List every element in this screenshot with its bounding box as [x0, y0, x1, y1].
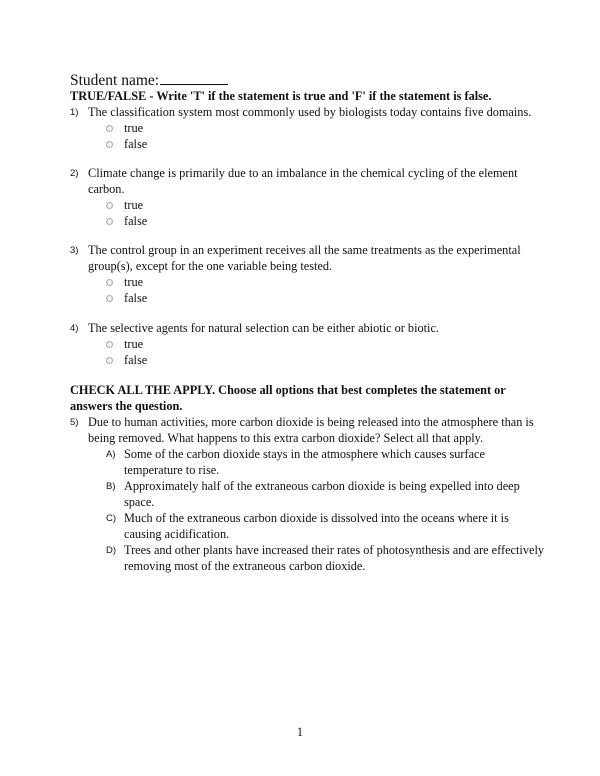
- page-number: 1: [296, 725, 304, 739]
- question-number: 5): [70, 417, 79, 428]
- option-label: false: [124, 291, 148, 305]
- question-text: The control group in an experiment receives all the same treatments as the experimental group(s), except for the one variable being tested.: [88, 243, 521, 273]
- choice-text: Some of the carbon dioxide stays in the atmosphere which causes surface temperature to rise.: [124, 447, 485, 477]
- question-number: 4): [70, 323, 79, 334]
- option-false[interactable]: [106, 352, 540, 368]
- true-false-heading: TRUE/FALSE - Write 'T' if the statement is true and 'F' if the statement is false.: [70, 89, 492, 103]
- option-false[interactable]: [106, 290, 540, 306]
- option-label: true: [124, 121, 144, 135]
- choice-text: Trees and other plants have increased their rates of photosynthesis and are effectively removing most of the extraneous carbon dioxide.: [124, 543, 545, 573]
- option-false[interactable]: [106, 213, 540, 229]
- choice-letter: C): [106, 513, 117, 524]
- option-true[interactable]: [106, 336, 540, 352]
- option-label: true: [124, 337, 144, 351]
- choice-letter: D): [106, 545, 117, 556]
- radio-icon[interactable]: [106, 279, 113, 286]
- check-all-heading: CHECK ALL THE APPLY. Choose all options that best completes the statement or answers the question.: [70, 383, 506, 413]
- option-label: false: [124, 137, 148, 151]
- radio-icon[interactable]: [106, 357, 113, 364]
- choice-letter: B): [106, 481, 116, 492]
- question-5: [70, 414, 545, 574]
- radio-icon[interactable]: [106, 202, 113, 209]
- radio-icon[interactable]: [106, 141, 113, 148]
- radio-icon[interactable]: [106, 125, 113, 132]
- choice-letter: A): [106, 449, 116, 460]
- radio-icon[interactable]: [106, 295, 113, 302]
- question-number: 2): [70, 168, 79, 179]
- question-text: The selective agents for natural selection can be either abiotic or biotic.: [88, 321, 439, 335]
- option-true[interactable]: [106, 197, 540, 213]
- choice-text: Approximately half of the extraneous carbon dioxide is being expelled into deep space.: [124, 479, 520, 509]
- choice-b[interactable]: [106, 478, 540, 510]
- option-false[interactable]: [106, 136, 540, 152]
- choice-c[interactable]: [106, 510, 540, 542]
- student-name-line: [70, 70, 228, 90]
- question-3: [70, 242, 540, 306]
- question-4: [70, 320, 540, 368]
- question-2: [70, 165, 540, 229]
- option-true[interactable]: [106, 120, 540, 136]
- question-text: Climate change is primarily due to an imbalance in the chemical cycling of the element carbon.: [88, 166, 518, 196]
- question-text: The classification system most commonly used by biologists today contains five domains.: [88, 105, 532, 119]
- radio-icon[interactable]: [106, 218, 113, 225]
- option-label: false: [124, 353, 148, 367]
- question-number: 1): [70, 107, 79, 118]
- question-text: Due to human activities, more carbon dioxide is being released into the atmosphere than is being removed. What happens to this extra carbon dioxide? Select all that apply.: [88, 415, 534, 445]
- student-name-blank[interactable]: [160, 70, 228, 85]
- radio-icon[interactable]: [106, 341, 113, 348]
- option-label: true: [124, 275, 144, 289]
- option-label: false: [124, 214, 148, 228]
- choice-d[interactable]: [106, 542, 545, 574]
- option-label: true: [124, 198, 144, 212]
- option-true[interactable]: [106, 274, 540, 290]
- question-1: [70, 104, 540, 152]
- choice-text: Much of the extraneous carbon dioxide is dissolved into the oceans where it is causing acidification.: [124, 511, 509, 541]
- student-name-label: Student name:: [70, 72, 160, 89]
- question-number: 3): [70, 245, 79, 256]
- choice-a[interactable]: [106, 446, 540, 478]
